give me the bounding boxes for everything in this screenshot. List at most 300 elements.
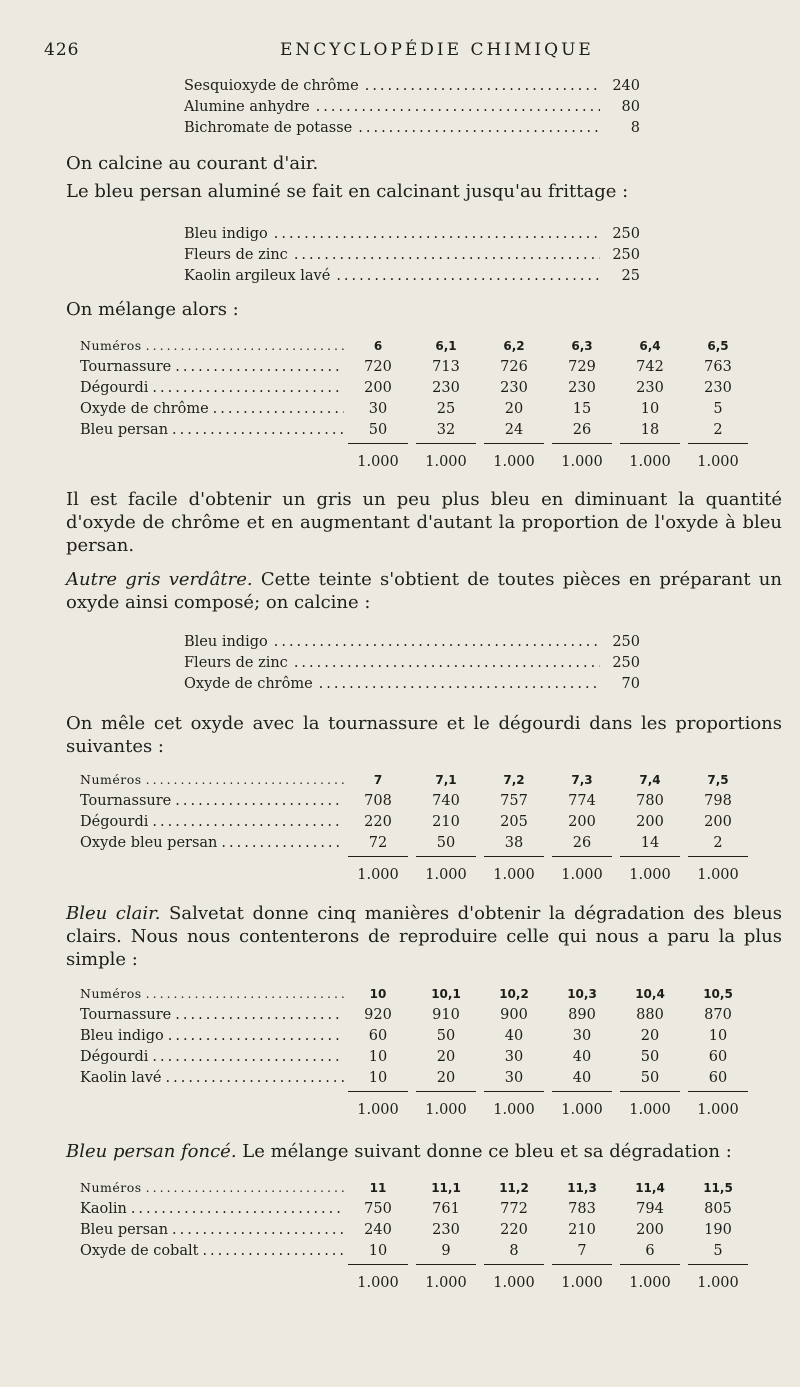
- table-row: [80, 814, 756, 835]
- paragraph: On mélange alors :: [66, 299, 239, 320]
- leader-dots: [131, 1201, 344, 1217]
- recipe-row: [184, 247, 640, 268]
- rule-row: [80, 443, 756, 449]
- table-cell: 30: [572, 1028, 592, 1044]
- table-cell: 26: [572, 835, 592, 851]
- table-cell: 190: [704, 1222, 732, 1238]
- ingredient-name: Kaolin: [80, 1201, 127, 1217]
- table-cell: 708: [364, 793, 392, 809]
- row-label: [80, 359, 344, 375]
- ingredient-quantity: 25: [621, 268, 640, 284]
- table-row: [80, 1028, 756, 1049]
- total-cell: 1.000: [561, 1102, 603, 1118]
- ingredient-name: Oxyde de chrôme: [184, 676, 313, 692]
- rule-segment: [620, 443, 680, 444]
- rule-segment: [348, 856, 408, 857]
- column-number: 10: [369, 987, 387, 1001]
- table-cell: 24: [504, 422, 524, 438]
- recipe-row: [184, 120, 640, 141]
- leader-dots: [365, 78, 600, 94]
- leader-dots: [274, 634, 600, 650]
- column-number: 7: [373, 773, 383, 787]
- column-number: 11,5: [703, 1181, 733, 1195]
- total-rule: [344, 1264, 752, 1265]
- table-row: [80, 359, 756, 380]
- header-label: Numéros: [80, 1180, 142, 1195]
- table-cell: 6: [645, 1243, 655, 1259]
- rule-segment: [688, 1091, 748, 1092]
- table-header-row: [80, 772, 756, 793]
- table-cell: 200: [364, 380, 392, 396]
- table-row: [80, 1007, 756, 1028]
- leader-dots: [316, 99, 600, 115]
- table-cell: 10: [640, 401, 660, 417]
- paragraph: [66, 568, 782, 614]
- column-number: 7,5: [707, 773, 729, 787]
- rule-segment: [552, 443, 612, 444]
- table-cell: 60: [708, 1049, 728, 1065]
- table-cell: 50: [368, 422, 388, 438]
- table-cell: 10: [368, 1049, 388, 1065]
- table-header-row: [80, 338, 756, 359]
- recipe-list-oxyde: [184, 634, 640, 697]
- leader-dots: [152, 380, 344, 396]
- leader-dots: [172, 422, 344, 438]
- ingredient-quantity: 70: [621, 676, 640, 692]
- table-row: [80, 380, 756, 401]
- leader-dots: [175, 1007, 344, 1023]
- row-label: [80, 1007, 344, 1023]
- paragraph: [66, 902, 782, 971]
- ingredient-quantity: 8: [630, 120, 640, 136]
- row-label: [80, 835, 344, 851]
- composition-table-10: [80, 986, 756, 1123]
- total-cell: 1.000: [629, 1102, 671, 1118]
- table-cell: 772: [500, 1201, 528, 1217]
- totals-row: [80, 867, 756, 888]
- table-cell: 230: [704, 380, 732, 396]
- table-row: [80, 422, 756, 443]
- table-cell: 20: [504, 401, 524, 417]
- rule-segment: [348, 1264, 408, 1265]
- leader-dots: [294, 655, 600, 671]
- table-cell: 50: [436, 835, 456, 851]
- total-cell: 1.000: [425, 454, 467, 470]
- column-number: 6,4: [639, 339, 661, 353]
- column-number: 10,3: [567, 987, 597, 1001]
- column-number: 11,3: [567, 1181, 597, 1195]
- total-cell: 1.000: [425, 1275, 467, 1291]
- table-cell: 10: [708, 1028, 728, 1044]
- row-label: [80, 338, 344, 353]
- recipe-row: [184, 268, 640, 289]
- recipe-row: [184, 676, 640, 697]
- column-number: 6,1: [435, 339, 457, 353]
- rule-row: [80, 856, 756, 862]
- table-cell: 50: [640, 1049, 660, 1065]
- total-cell: 1.000: [629, 454, 671, 470]
- column-number: 7,3: [571, 773, 593, 787]
- total-cell: 1.000: [425, 1102, 467, 1118]
- composition-table-11: [80, 1180, 756, 1296]
- table-cell: 50: [640, 1070, 660, 1086]
- leader-dots: [146, 772, 344, 787]
- table-cell: 870: [704, 1007, 732, 1023]
- paragraph: On calcine au courant d'air.: [66, 153, 319, 174]
- column-number: 6: [373, 339, 383, 353]
- rule-segment: [484, 856, 544, 857]
- ingredient-quantity: 250: [612, 634, 640, 650]
- total-cell: 1.000: [561, 454, 603, 470]
- ingredient-name: Fleurs de zinc: [184, 655, 288, 671]
- table-cell: 220: [500, 1222, 528, 1238]
- ingredient-name: Sesquioxyde de chrôme: [184, 78, 359, 94]
- table-cell: 40: [572, 1049, 592, 1065]
- rule-segment: [416, 443, 476, 444]
- row-label: [80, 1243, 344, 1259]
- table-cell: 5: [713, 1243, 723, 1259]
- ingredient-name: Dégourdi: [80, 814, 149, 830]
- table-cell: 10: [368, 1070, 388, 1086]
- table-cell: 20: [436, 1070, 456, 1086]
- rule-segment: [620, 1091, 680, 1092]
- table-cell: 50: [436, 1028, 456, 1044]
- total-cell: 1.000: [493, 1102, 535, 1118]
- table-cell: 230: [432, 1222, 460, 1238]
- table-cell: 910: [432, 1007, 460, 1023]
- table-cell: 880: [636, 1007, 664, 1023]
- table-cell: 20: [640, 1028, 660, 1044]
- rule-segment: [416, 1091, 476, 1092]
- column-number: 11,2: [499, 1181, 529, 1195]
- composition-table-6: [80, 338, 756, 475]
- table-cell: 38: [504, 835, 524, 851]
- ingredient-name: Oxyde de cobalt: [80, 1243, 199, 1259]
- row-label: [80, 1028, 344, 1044]
- totals-row: [80, 1275, 756, 1296]
- table-cell: 763: [704, 359, 732, 375]
- column-number: 7,1: [435, 773, 457, 787]
- ingredient-name: Alumine anhydre: [184, 99, 310, 115]
- table-cell: 72: [368, 835, 388, 851]
- table-cell: 742: [636, 359, 664, 375]
- ingredient-name: Fleurs de zinc: [184, 247, 288, 263]
- table-cell: 20: [436, 1049, 456, 1065]
- total-rule: [344, 856, 752, 857]
- totals-row: [80, 1102, 756, 1123]
- leader-dots: [175, 359, 344, 375]
- table-cell: 210: [568, 1222, 596, 1238]
- rule-segment: [348, 443, 408, 444]
- ingredient-name: Oxyde bleu persan: [80, 835, 218, 851]
- table-cell: 60: [368, 1028, 388, 1044]
- table-cell: 60: [708, 1070, 728, 1086]
- table-cell: 210: [432, 814, 460, 830]
- table-cell: 200: [568, 814, 596, 830]
- table-cell: 740: [432, 793, 460, 809]
- table-cell: 200: [704, 814, 732, 830]
- total-cell: 1.000: [357, 867, 399, 883]
- totals-row: [80, 454, 756, 475]
- ingredient-name: Tournassure: [80, 793, 172, 809]
- table-cell: 774: [568, 793, 596, 809]
- ingredient-name: Tournassure: [80, 1007, 172, 1023]
- row-label: [80, 1070, 344, 1086]
- total-cell: 1.000: [357, 1275, 399, 1291]
- ingredient-name: Oxyde de chrôme: [80, 401, 209, 417]
- ingredient-name: Bleu indigo: [184, 634, 268, 650]
- row-label: [80, 380, 344, 396]
- recipe-row: [184, 99, 640, 120]
- table-cell: 10: [368, 1243, 388, 1259]
- table-cell: 5: [713, 401, 723, 417]
- table-row: [80, 835, 756, 856]
- total-rule: [344, 443, 752, 444]
- table-cell: 9: [441, 1243, 451, 1259]
- column-number: 11: [369, 1181, 387, 1195]
- column-number: 10,2: [499, 987, 529, 1001]
- rule-segment: [552, 1264, 612, 1265]
- table-cell: 805: [704, 1201, 732, 1217]
- rule-segment: [484, 1091, 544, 1092]
- leader-dots: [175, 793, 344, 809]
- recipe-row: [184, 226, 640, 247]
- total-cell: 1.000: [629, 1275, 671, 1291]
- running-title: ENCYCLOPÉDIE CHIMIQUE: [280, 40, 594, 60]
- table-cell: 230: [500, 380, 528, 396]
- total-cell: 1.000: [493, 867, 535, 883]
- paragraph-text: Cette teinte s'obtient de toutes pièces en préparant un oxyde ainsi composé; on calcine :: [66, 569, 782, 613]
- column-number: 6,3: [571, 339, 593, 353]
- table-cell: 205: [500, 814, 528, 830]
- recipe-row: [184, 78, 640, 99]
- table-cell: 2: [713, 422, 723, 438]
- table-row: [80, 1049, 756, 1070]
- table-cell: 7: [577, 1243, 587, 1259]
- table-cell: 8: [509, 1243, 519, 1259]
- rule-segment: [552, 1091, 612, 1092]
- header-label: Numéros: [80, 986, 142, 1001]
- table-cell: 780: [636, 793, 664, 809]
- leader-dots: [168, 1028, 344, 1044]
- paragraph: Le bleu persan aluminé se fait en calcinant jusqu'au frittage :: [66, 181, 629, 202]
- table-row: [80, 1070, 756, 1091]
- column-number: 10,1: [431, 987, 461, 1001]
- table-cell: 30: [368, 401, 388, 417]
- total-cell: 1.000: [561, 867, 603, 883]
- table-cell: 750: [364, 1201, 392, 1217]
- column-number: 10,5: [703, 987, 733, 1001]
- table-cell: 713: [432, 359, 460, 375]
- table-cell: 783: [568, 1201, 596, 1217]
- rule-segment: [484, 1264, 544, 1265]
- leader-dots: [294, 247, 600, 263]
- leader-dots: [336, 268, 600, 284]
- column-number: 6,2: [503, 339, 525, 353]
- italic-heading: Bleu clair.: [66, 903, 161, 924]
- rule-segment: [688, 443, 748, 444]
- column-number: 10,4: [635, 987, 665, 1001]
- page-header: [0, 40, 800, 64]
- table-cell: 30: [504, 1049, 524, 1065]
- ingredient-name: Bichromate de potasse: [184, 120, 353, 136]
- leader-dots: [274, 226, 600, 242]
- paragraph: On mêle cet oxyde avec la tournassure et le dégourdi dans les proportions suivantes :: [66, 713, 782, 757]
- table-cell: 2: [713, 835, 723, 851]
- column-number: 6,5: [707, 339, 729, 353]
- ingredient-quantity: 240: [612, 78, 640, 94]
- recipe-row: [184, 655, 640, 676]
- column-number: 7,2: [503, 773, 525, 787]
- rule-segment: [484, 443, 544, 444]
- table-cell: 200: [636, 1222, 664, 1238]
- row-label: [80, 422, 344, 438]
- header-label: Numéros: [80, 772, 142, 787]
- total-cell: 1.000: [561, 1275, 603, 1291]
- table-row: [80, 1201, 756, 1222]
- table-cell: 720: [364, 359, 392, 375]
- italic-heading: Bleu persan foncé.: [66, 1141, 237, 1162]
- ingredient-name: Dégourdi: [80, 380, 149, 396]
- table-header-row: [80, 1180, 756, 1201]
- rule-segment: [552, 856, 612, 857]
- table-row: [80, 401, 756, 422]
- leader-dots: [202, 1243, 344, 1259]
- ingredient-name: Bleu persan: [80, 1222, 169, 1238]
- leader-dots: [319, 676, 600, 692]
- table-cell: 30: [504, 1070, 524, 1086]
- total-cell: 1.000: [357, 1102, 399, 1118]
- table-cell: 25: [436, 401, 456, 417]
- leader-dots: [152, 1049, 344, 1065]
- rule-segment: [688, 856, 748, 857]
- paragraph: Il est facile d'obtenir un gris un peu plus bleu en diminuant la quantité d'oxyde de chrôme et en augmentant d'autant la proportion de l'oxyde à bleu persan.: [66, 489, 782, 556]
- table-cell: 18: [640, 422, 660, 438]
- total-cell: 1.000: [425, 867, 467, 883]
- column-number: 7,4: [639, 773, 661, 787]
- leader-dots: [213, 401, 344, 417]
- ingredient-name: Bleu indigo: [80, 1028, 164, 1044]
- table-header-row: [80, 986, 756, 1007]
- table-cell: 729: [568, 359, 596, 375]
- leader-dots: [146, 338, 344, 353]
- table-cell: 220: [364, 814, 392, 830]
- table-cell: 40: [572, 1070, 592, 1086]
- paragraph-text: Le mélange suivant donne ce bleu et sa dégradation :: [236, 1141, 732, 1162]
- table-cell: 200: [636, 814, 664, 830]
- table-cell: 900: [500, 1007, 528, 1023]
- row-label: [80, 401, 344, 417]
- row-label: [80, 986, 344, 1001]
- rule-segment: [688, 1264, 748, 1265]
- row-label: [80, 1049, 344, 1065]
- leader-dots: [358, 120, 600, 136]
- row-label: [80, 1222, 344, 1238]
- rule-segment: [348, 1091, 408, 1092]
- ingredient-name: Dégourdi: [80, 1049, 149, 1065]
- table-cell: 15: [572, 401, 592, 417]
- row-label: [80, 793, 344, 809]
- total-cell: 1.000: [357, 454, 399, 470]
- ingredient-name: Kaolin lavé: [80, 1070, 162, 1086]
- ingredient-quantity: 250: [612, 247, 640, 263]
- leader-dots: [146, 1180, 344, 1195]
- row-label: [80, 1201, 344, 1217]
- rule-segment: [620, 856, 680, 857]
- rule-segment: [416, 1264, 476, 1265]
- total-rule: [344, 1091, 752, 1092]
- rule-segment: [416, 856, 476, 857]
- table-cell: 240: [364, 1222, 392, 1238]
- table-cell: 794: [636, 1201, 664, 1217]
- total-cell: 1.000: [629, 867, 671, 883]
- leader-dots: [221, 835, 344, 851]
- table-cell: 761: [432, 1201, 460, 1217]
- recipe-list-chrome: [184, 78, 640, 141]
- total-cell: 1.000: [493, 1275, 535, 1291]
- table-cell: 32: [436, 422, 456, 438]
- column-number: 11,1: [431, 1181, 461, 1195]
- table-cell: 230: [568, 380, 596, 396]
- leader-dots: [166, 1070, 345, 1086]
- ingredient-quantity: 250: [612, 655, 640, 671]
- page-number: 426: [44, 40, 80, 60]
- rule-segment: [620, 1264, 680, 1265]
- table-cell: 230: [432, 380, 460, 396]
- leader-dots: [146, 986, 344, 1001]
- table-cell: 26: [572, 422, 592, 438]
- table-cell: 40: [504, 1028, 524, 1044]
- rule-row: [80, 1264, 756, 1270]
- column-number: 11,4: [635, 1181, 665, 1195]
- leader-dots: [172, 1222, 344, 1238]
- recipe-list-bleu-persan: [184, 226, 640, 289]
- row-label: [80, 772, 344, 787]
- ingredient-name: Tournassure: [80, 359, 172, 375]
- row-label: [80, 814, 344, 830]
- total-cell: 1.000: [697, 454, 739, 470]
- ingredient-name: Bleu indigo: [184, 226, 268, 242]
- table-row: [80, 1222, 756, 1243]
- ingredient-quantity: 80: [621, 99, 640, 115]
- table-cell: 726: [500, 359, 528, 375]
- table-cell: 798: [704, 793, 732, 809]
- table-cell: 14: [640, 835, 660, 851]
- table-row: [80, 793, 756, 814]
- paragraph: [66, 1140, 782, 1163]
- ingredient-name: Bleu persan: [80, 422, 169, 438]
- table-row: [80, 1243, 756, 1264]
- italic-heading: Autre gris verdâtre.: [66, 569, 253, 590]
- table-cell: 757: [500, 793, 528, 809]
- table-cell: 920: [364, 1007, 392, 1023]
- total-cell: 1.000: [697, 1102, 739, 1118]
- rule-row: [80, 1091, 756, 1097]
- leader-dots: [152, 814, 344, 830]
- composition-table-7: [80, 772, 756, 888]
- table-cell: 890: [568, 1007, 596, 1023]
- total-cell: 1.000: [493, 454, 535, 470]
- ingredient-name: Kaolin argileux lavé: [184, 268, 331, 284]
- header-label: Numéros: [80, 338, 142, 353]
- row-label: [80, 1180, 344, 1195]
- total-cell: 1.000: [697, 867, 739, 883]
- recipe-row: [184, 634, 640, 655]
- table-cell: 230: [636, 380, 664, 396]
- total-cell: 1.000: [697, 1275, 739, 1291]
- paragraph-text: Salvetat donne cinq manières d'obtenir la dégradation des bleus clairs. Nous nous contenterons de reproduire celle qui nous a paru la plus simple :: [66, 903, 782, 970]
- ingredient-quantity: 250: [612, 226, 640, 242]
